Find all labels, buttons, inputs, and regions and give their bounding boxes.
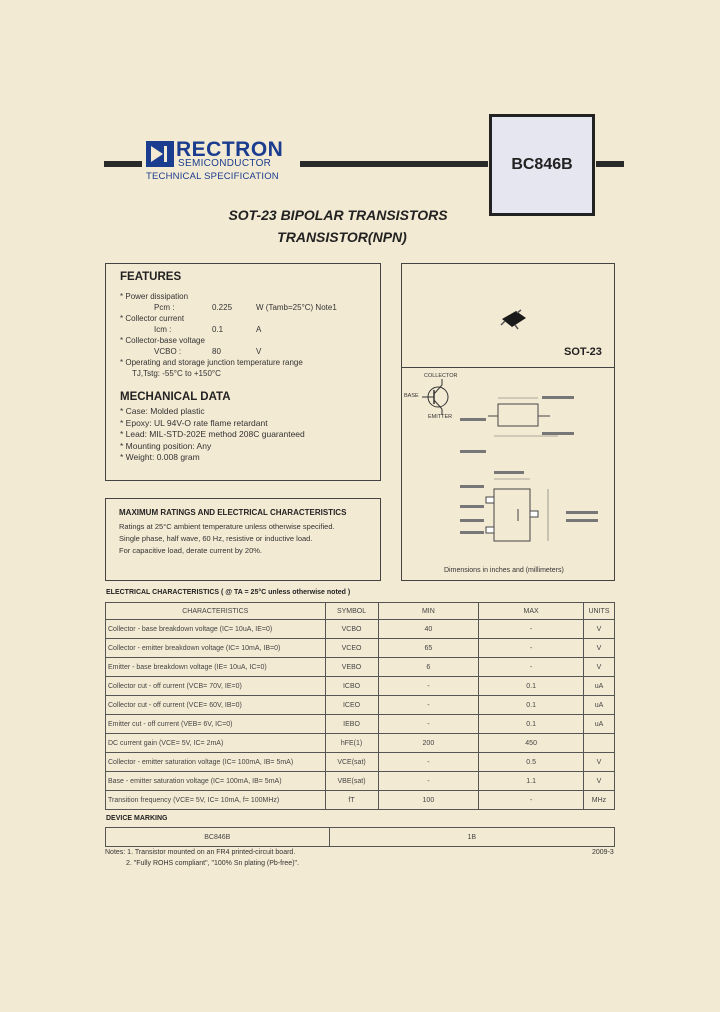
title-line-1: SOT-23 BIPOLAR TRANSISTORS <box>228 207 448 223</box>
min-cell: - <box>378 772 479 791</box>
max-cell: - <box>479 639 584 658</box>
feature-item: TJ,Tstg: -55°C to +150°C <box>132 369 221 378</box>
marking-code: 1B <box>329 828 614 847</box>
document-code: 2009-3 <box>592 849 614 856</box>
min-cell: 65 <box>378 639 479 658</box>
max-cell: - <box>479 791 584 810</box>
table-header: CHARACTERISTICS <box>106 603 326 620</box>
mechanical-item: * Epoxy: UL 94V-O rate flame retardant <box>120 417 268 428</box>
table-row <box>106 639 615 658</box>
characteristic-cell: DC current gain (VCE= 5V, IC= 2mA) <box>106 734 326 753</box>
max-cell: 0.1 <box>479 696 584 715</box>
package-side-view-icon <box>458 392 598 462</box>
feature-item: * Collector current <box>120 314 185 323</box>
characteristic-cell: Transition frequency (VCE= 5V, IC= 10mA, f= 100MHz) <box>106 791 326 810</box>
ratings-box <box>105 498 381 581</box>
table-row <box>106 620 615 639</box>
pin-collector-label: COLLECTOR <box>424 373 458 379</box>
npn-transistor-symbol-icon <box>420 379 452 415</box>
symbol-cell: VEBO <box>325 658 378 677</box>
package-label: SOT-23 <box>564 346 602 358</box>
min-cell: - <box>378 696 479 715</box>
marking-caption: DEVICE MARKING <box>106 815 168 822</box>
pin-emitter-label: EMITTER <box>428 414 453 420</box>
symbol-cell: IEBO <box>325 715 378 734</box>
max-cell: 450 <box>479 734 584 753</box>
characteristic-cell: Collector cut - off current (VCB= 70V, IE=0) <box>106 677 326 696</box>
brand-subtitle: SEMICONDUCTOR <box>178 158 272 169</box>
feature-item: * Operating and storage junction temperature range <box>120 358 303 367</box>
characteristic-cell: Collector cut - off current (VCE= 60V, IB=0) <box>106 696 326 715</box>
table-header: MAX <box>479 603 584 620</box>
header-rule-right <box>596 161 624 167</box>
package-chip-icon <box>498 309 528 331</box>
symbol-cell: hFE(1) <box>325 734 378 753</box>
mechanical-item: * Lead: MIL-STD-202E method 208C guaranteed <box>120 429 305 439</box>
table-header-row <box>106 603 615 620</box>
unit-cell: uA <box>584 696 615 715</box>
mechanical-list <box>120 406 305 464</box>
table-row <box>106 772 615 791</box>
min-cell: 6 <box>378 658 479 677</box>
part-number: BC846B <box>511 156 573 173</box>
table-row <box>106 734 615 753</box>
electrical-characteristics-table <box>105 602 615 810</box>
ratings-line: Single phase, half wave, 60 Hz, resistive or inductive load. <box>119 534 313 543</box>
mechanical-item: * Weight: 0.008 gram <box>120 452 200 462</box>
note-2: 2. "Fully ROHS compliant", "100% Sn plating (Pb-free)". <box>126 860 299 867</box>
min-cell: 200 <box>378 734 479 753</box>
package-top-view-icon <box>458 469 608 559</box>
symbol-cell: VCE(sat) <box>325 753 378 772</box>
symbol-cell: VCEO <box>325 639 378 658</box>
max-cell: - <box>479 658 584 677</box>
features-box <box>105 263 381 481</box>
rectron-logo-icon <box>146 141 174 167</box>
package-divider <box>402 367 614 368</box>
symbol-cell: VCBO <box>325 620 378 639</box>
symbol-cell: VBE(sat) <box>325 772 378 791</box>
max-cell: 1.1 <box>479 772 584 791</box>
characteristic-cell: Collector - emitter breakdown voltage (IC= 10mA, IB=0) <box>106 639 326 658</box>
marking-part: BC846B <box>106 828 330 847</box>
table-header: UNITS <box>584 603 615 620</box>
unit-cell: V <box>584 639 615 658</box>
header-rule-mid <box>300 161 488 167</box>
characteristic-cell: Collector - emitter saturation voltage (IC= 100mA, IB= 5mA) <box>106 753 326 772</box>
feature-item: * Collector-base voltage <box>120 336 205 345</box>
technical-specification: TECHNICAL SPECIFICATION <box>146 171 279 182</box>
min-cell: 100 <box>378 791 479 810</box>
ratings-line: Ratings at 25°C ambient temperature unless otherwise specified. <box>119 522 335 531</box>
table-row <box>106 791 615 810</box>
features-list <box>120 291 375 379</box>
pin-base-label: BASE <box>404 393 419 399</box>
feature-item: * Power dissipation <box>120 292 189 301</box>
unit-cell <box>584 734 615 753</box>
table-row <box>106 715 615 734</box>
min-cell: - <box>378 715 479 734</box>
mechanical-heading: MECHANICAL DATA <box>120 391 231 403</box>
unit-cell: MHz <box>584 791 615 810</box>
ratings-line: For capacitive load, derate current by 20%. <box>119 546 262 555</box>
table-header: MIN <box>378 603 479 620</box>
brand-name: RECTRON <box>176 138 284 161</box>
unit-cell: V <box>584 620 615 639</box>
table-row <box>106 658 615 677</box>
features-heading: FEATURES <box>120 271 182 283</box>
unit-cell: uA <box>584 677 615 696</box>
feature-item: VCBO : 80 V <box>154 347 262 356</box>
part-number-box <box>489 114 595 216</box>
characteristic-cell: Collector - base breakdown voltage (IC= 10uA, IE=0) <box>106 620 326 639</box>
min-cell: - <box>378 677 479 696</box>
package-box <box>401 263 615 581</box>
mechanical-item: * Case: Molded plastic <box>120 406 205 416</box>
title-line-2: TRANSISTOR(NPN) <box>277 229 407 245</box>
max-cell: 0.1 <box>479 715 584 734</box>
max-cell: - <box>479 620 584 639</box>
ratings-heading: MAXIMUM RATINGS AND ELECTRICAL CHARACTERISTICS <box>119 508 347 517</box>
max-cell: 0.5 <box>479 753 584 772</box>
min-cell: 40 <box>378 620 479 639</box>
symbol-cell: ICBO <box>325 677 378 696</box>
min-cell: - <box>378 753 479 772</box>
mechanical-item: * Mounting position: Any <box>120 440 212 451</box>
table-row <box>106 696 615 715</box>
unit-cell: V <box>584 753 615 772</box>
feature-item: Icm : 0.1 A <box>154 325 262 334</box>
header-rule-left <box>104 161 142 167</box>
table-header: SYMBOL <box>325 603 378 620</box>
table-row <box>106 828 615 847</box>
symbol-cell: ICEO <box>325 696 378 715</box>
characteristic-cell: Base - emitter saturation voltage (IC= 100mA, IB= 5mA) <box>106 772 326 791</box>
elec-caption: ELECTRICAL CHARACTERISTICS ( @ TA = 25°C unless otherwise noted ) <box>106 589 351 596</box>
unit-cell: V <box>584 658 615 677</box>
symbol-cell: fT <box>325 791 378 810</box>
characteristic-cell: Emitter cut - off current (VEB= 6V, IC=0) <box>106 715 326 734</box>
device-marking-table <box>105 827 615 847</box>
characteristic-cell: Emitter - base breakdown voltage (IE= 10uA, IC=0) <box>106 658 326 677</box>
unit-cell: uA <box>584 715 615 734</box>
ratings-lines <box>119 521 335 557</box>
note-1: Notes: 1. Transistor mounted on an FR4 printed-circuit board. <box>105 849 296 856</box>
table-row <box>106 677 615 696</box>
table-row <box>106 753 615 772</box>
feature-item: Pcm : 0.225 W (Tamb=25°C) Note1 <box>154 303 337 312</box>
unit-cell: V <box>584 772 615 791</box>
max-cell: 0.1 <box>479 677 584 696</box>
dimension-note: Dimensions in inches and (millimeters) <box>444 567 564 574</box>
